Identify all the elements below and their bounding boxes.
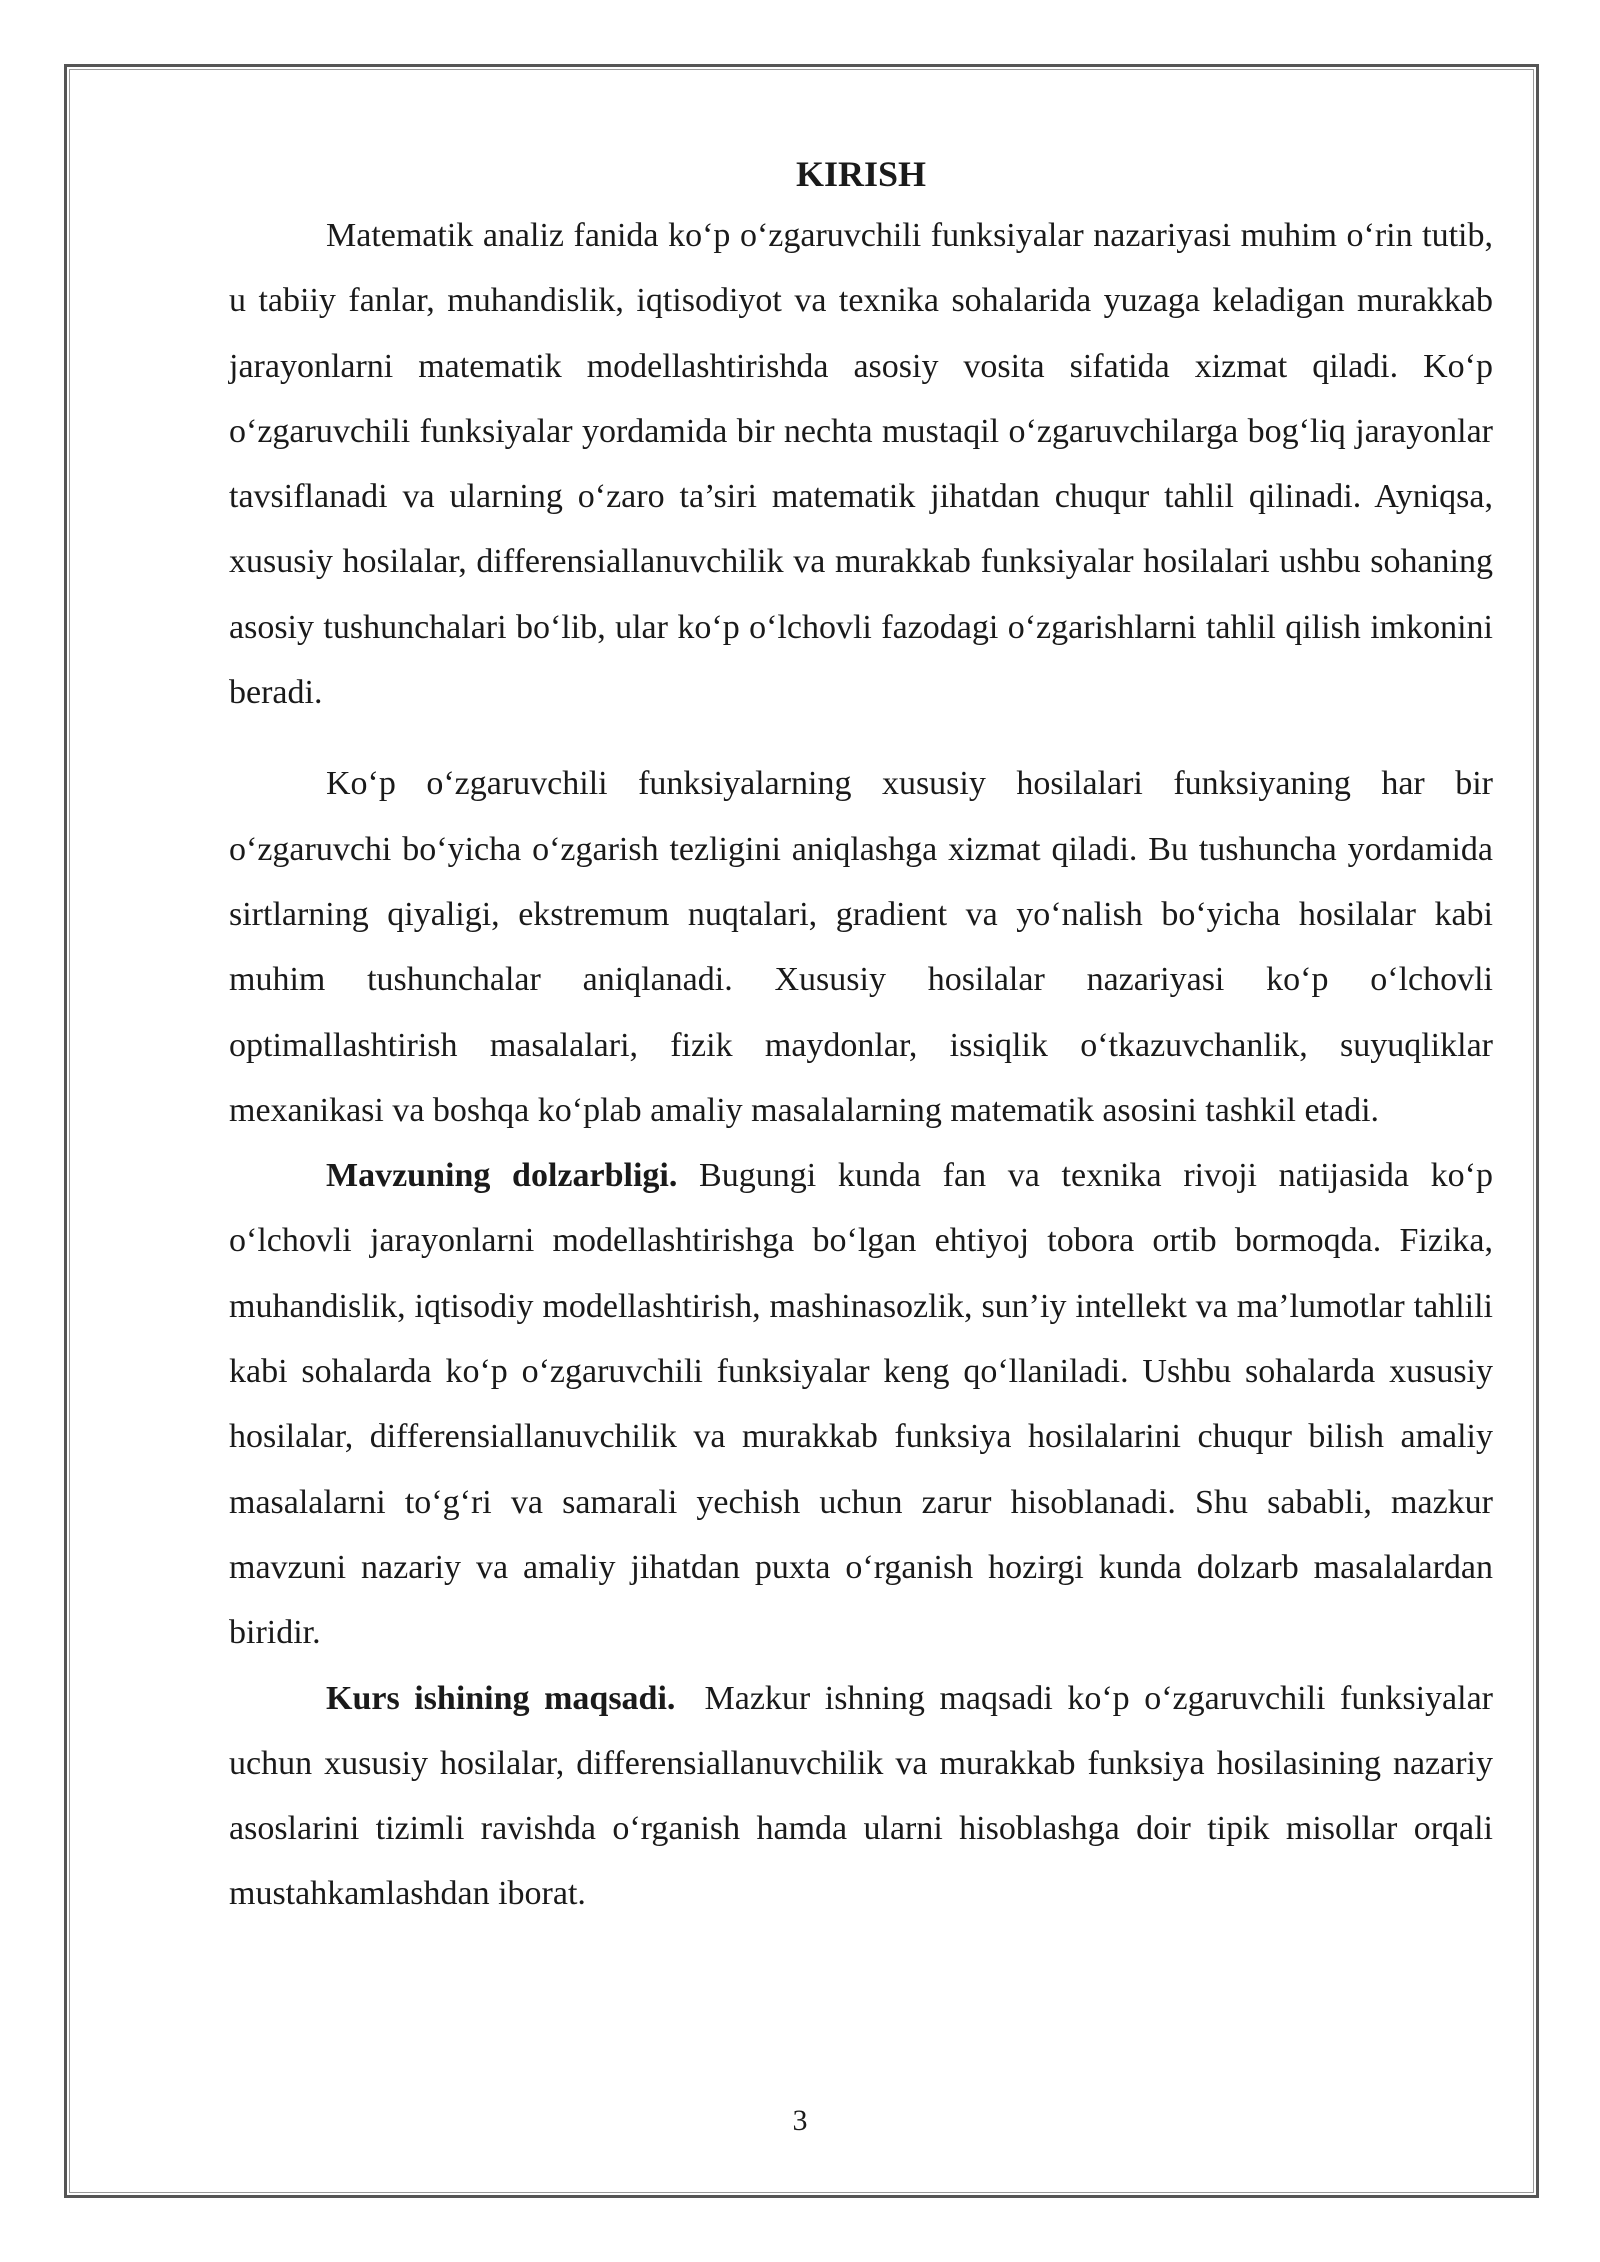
paragraph-relevance: [229, 1143, 1493, 1665]
document-body: [229, 145, 1502, 1927]
paragraph-partial-derivatives-text: Ko‘p o‘zgaruvchili funksiyalarning xususiy hosilalari funksiyaning har bir o‘zgaruvchi bo‘yicha o‘zgarish tezligini aniqlashga xizmat qiladi. Bu tushuncha yordamida sirtlarning qiyaligi, ekstremum nuqtalari, gradient va yo‘nalish bo‘yicha hosilalar kabi muhim tushunchalar aniqlanadi. Xususiy hosilalar nazariyasi ko‘p o‘lchovli optimallashtirish masalalari, fizik maydonlar, issiqlik o‘tkazuvchanlik, suyuqliklar mexanikasi va boshqa ko‘plab amaliy masalalarning matematik asosini tashkil etadi.: [229, 765, 1493, 1129]
page-number: 3: [792, 2104, 808, 2137]
paragraph-intro: [229, 203, 1493, 725]
paragraph-relevance-heading: Mavzuning dolzarbligi.: [326, 1157, 678, 1195]
paragraph-relevance-text: Bugungi kunda fan va texnika rivoji natijasida ko‘p o‘lchovli jarayonlarni modellashtirishga bo‘lgan ehtiyoj tobora ortib bormoqda. Fizika, muhandislik, iqtisodiy modellashtirish, mashinasozlik, sun’iy intellekt va ma’lumotlar tahlili kabi sohalarda ko‘p o‘zgaruvchili funksiyalar keng qo‘llaniladi. Ushbu sohalarda xususiy hosilalar, differensiallanuvchilik va murakkab funksiya hosilalarini chuqur bilish amaliy masalalarni to‘g‘ri va samarali yechish uchun zarur hisoblanadi. Shu sababli, mazkur mavzuni nazariy va amaliy jihatdan puxta o‘rganish hozirgi kunda dolzarb masalalardan biridir.: [229, 1157, 1493, 1652]
paragraph-goal: [229, 1666, 1502, 1927]
paragraph-partial-derivatives: [229, 751, 1493, 1143]
paragraph-goal-heading: Kurs ishining maqsadi.: [326, 1679, 676, 1717]
paragraph-goal-text: Mazkur ishning maqsadi ko‘p o‘zgaruvchili funksiyalar uchun xususiy hosilalar, differensiallanuvchilik va murakkab funksiya hosilasining nazariy asoslarini tizimli ravishda o‘rganish hamda ularni hisoblashga doir tipik misollar orqali mustahkamlashdan iborat.: [229, 1679, 1502, 1913]
page-title: KIRISH: [795, 154, 927, 194]
paragraph-intro-text: Matematik analiz fanida ko‘p o‘zgaruvchili funksiyalar nazariyasi muhim o‘rin tutib, u tabiiy fanlar, muhandislik, iqtisodiyot va texnika sohalarida yuzaga keladigan murakkab jarayonlarni matematik modellashtirishda asosiy vosita sifatida xizmat qiladi. Ko‘p o‘zgaruvchili funksiyalar yordamida bir nechta mustaqil o‘zgaruvchilarga bog‘liq jarayonlar tavsiflanadi va ularning o‘zaro ta’siri matematik jihatdan chuqur tahlil qilinadi. Ayniqsa, xususiy hosilalar, differensiallanuvchilik va murakkab funksiyalar hosilalari ushbu sohaning asosiy tushunchalari bo‘lib, ular ko‘p o‘lchovli fazodagi o‘zgarishlarni tahlil qilish imkonini beradi.: [229, 217, 1493, 712]
